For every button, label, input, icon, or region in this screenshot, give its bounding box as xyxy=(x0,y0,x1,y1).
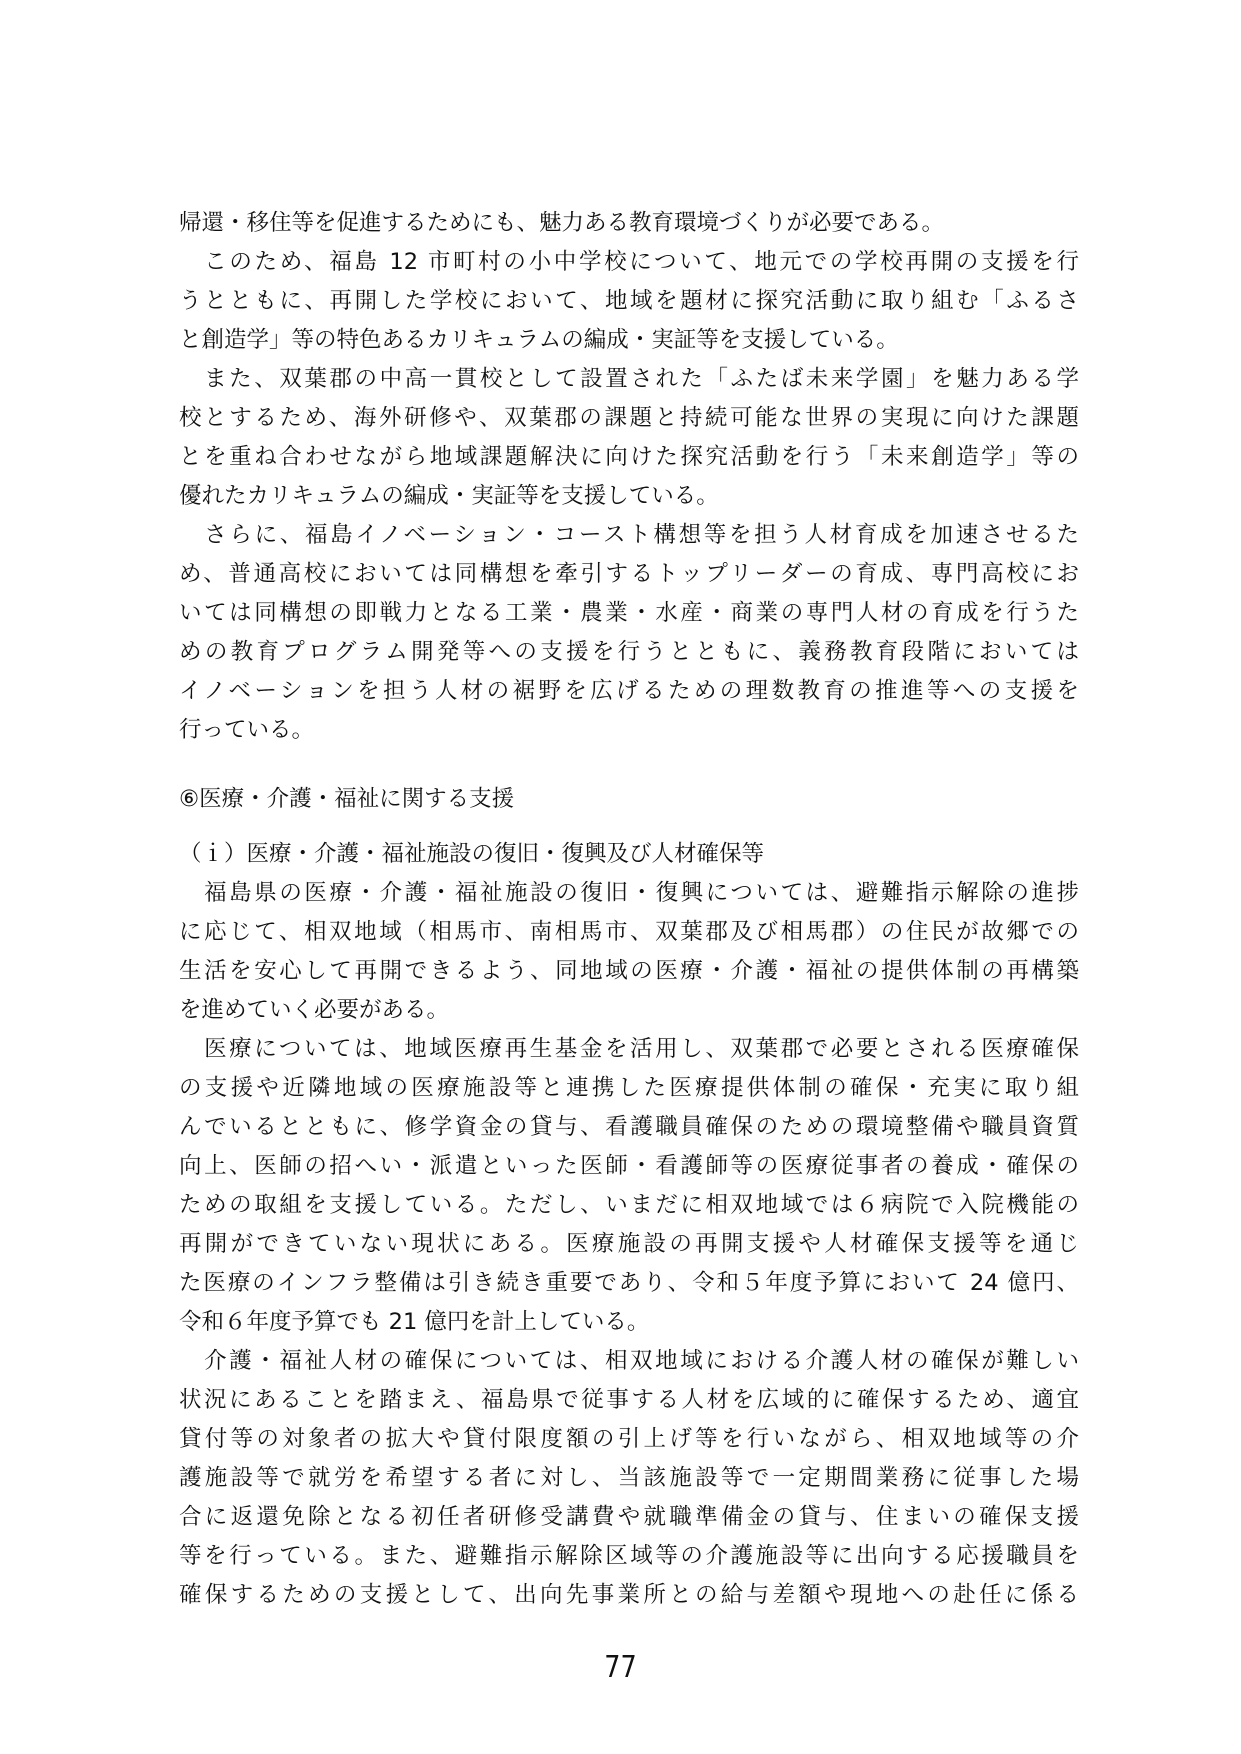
text-line: 等を行っている。また、避難指示解除区域等の介護施設等に出向する応援職員を xyxy=(179,1543,1079,1569)
paragraph-7 xyxy=(179,1342,1079,1615)
section-heading: ⑥医療・介護・福祉に関する支援 xyxy=(179,786,515,812)
text-line: 介護・福祉人材の確保については、相双地域における介護人材の確保が難しい xyxy=(179,1348,1079,1374)
text-line: 医療については、地域医療再生基金を活用し、双葉郡で必要とされる医療確保 xyxy=(179,1036,1079,1062)
text-line: めの教育プログラム開発等への支援を行うとともに、義務教育段階においては xyxy=(179,639,1079,665)
paragraph-4 xyxy=(179,516,1079,750)
text-line: た医療のインフラ整備は引き続き重要であり、令和５年度予算において 24 億円、 xyxy=(179,1270,1079,1296)
text-line: とを重ね合わせながら地域課題解決に向けた探究活動を行う「未来創造学」等の xyxy=(179,444,1079,470)
paragraph-3 xyxy=(179,360,1079,516)
text-line: 令和６年度予算でも 21 億円を計上している。 xyxy=(179,1309,650,1335)
text-line: の支援や近隣地域の医療施設等と連携した医療提供体制の確保・充実に取り組 xyxy=(179,1075,1079,1101)
text-line: 護施設等で就労を希望する者に対し、当該施設等で一定期間業務に従事した場 xyxy=(179,1465,1079,1491)
text-line: 優れたカリキュラムの編成・実証等を支援している。 xyxy=(179,483,719,509)
text-line: 帰還・移住等を促進するためにも、魅力ある教育環境づくりが必要である。 xyxy=(179,210,945,236)
paragraph-5 xyxy=(179,874,1079,1030)
text-line: んでいるとともに、修学資金の貸与、看護職員確保のための環境整備や職員資質 xyxy=(179,1114,1079,1140)
body-text xyxy=(179,204,1079,1615)
text-line: 生活を安心して再開できるよう、同地域の医療・介護・福祉の提供体制の再構築 xyxy=(179,958,1079,984)
text-line: 校とするため、海外研修や、双葉郡の課題と持続可能な世界の実現に向けた課題 xyxy=(179,405,1079,431)
text-line: 福島県の医療・介護・福祉施設の復旧・復興については、避難指示解除の進捗 xyxy=(179,880,1079,906)
text-line: 状況にあることを踏まえ、福島県で従事する人材を広域的に確保するため、適宜 xyxy=(179,1387,1079,1413)
paragraph-6 xyxy=(179,1030,1079,1342)
text-line: ための取組を支援している。ただし、いまだに相双地域では６病院で入院機能の xyxy=(179,1192,1079,1218)
text-line: いては同構想の即戦力となる工業・農業・水産・商業の専門人材の育成を行うた xyxy=(179,600,1079,626)
section-gap xyxy=(179,750,1079,780)
text-line: 向上、医師の招へい・派遣といった医師・看護師等の医療従事者の養成・確保の xyxy=(179,1153,1079,1179)
text-line: と創造学」等の特色あるカリキュラムの編成・実証等を支援している。 xyxy=(179,327,899,353)
text-line: に応じて、相双地域（相馬市、南相馬市、双葉郡及び相馬郡）の住民が故郷での xyxy=(179,919,1079,945)
text-line: さらに、福島イノベーション・コースト構想等を担う人材育成を加速させるた xyxy=(179,522,1079,548)
text-line: また、双葉郡の中高一貫校として設置された「ふたば未来学園」を魅力ある学 xyxy=(179,366,1079,392)
text-line: イノベーションを担う人材の裾野を広げるための理数教育の推進等への支援を xyxy=(179,678,1079,704)
page-number: 77 xyxy=(604,1650,637,1685)
text-line: 貸付等の対象者の拡大や貸付限度額の引上げ等を行いながら、相双地域等の介 xyxy=(179,1426,1079,1452)
text-line: うとともに、再開した学校において、地域を題材に探究活動に取り組む「ふるさ xyxy=(179,288,1079,314)
text-line: を進めていく必要がある。 xyxy=(179,997,450,1023)
subsection-heading: （ｉ）医療・介護・福祉施設の復旧・復興及び人材確保等 xyxy=(179,841,765,867)
text-line: め、普通高校においては同構想を牽引するトップリーダーの育成、専門高校にお xyxy=(179,561,1079,587)
heading-gap xyxy=(179,819,1079,835)
paragraph-1 xyxy=(179,204,1079,243)
text-line: このため、福島 12 市町村の小中学校について、地元での学校再開の支援を行 xyxy=(179,249,1079,275)
paragraph-2 xyxy=(179,243,1079,360)
text-line: 再開ができていない現状にある。医療施設の再開支援や人材確保支援等を通じ xyxy=(179,1231,1079,1257)
text-line: 行っている。 xyxy=(179,717,315,743)
text-line: 確保するための支援として、出向先事業所との給与差額や現地への赴任に係る xyxy=(179,1582,1079,1608)
text-line: 合に返還免除となる初任者研修受講費や就職準備金の貸与、住まいの確保支援 xyxy=(179,1504,1079,1530)
